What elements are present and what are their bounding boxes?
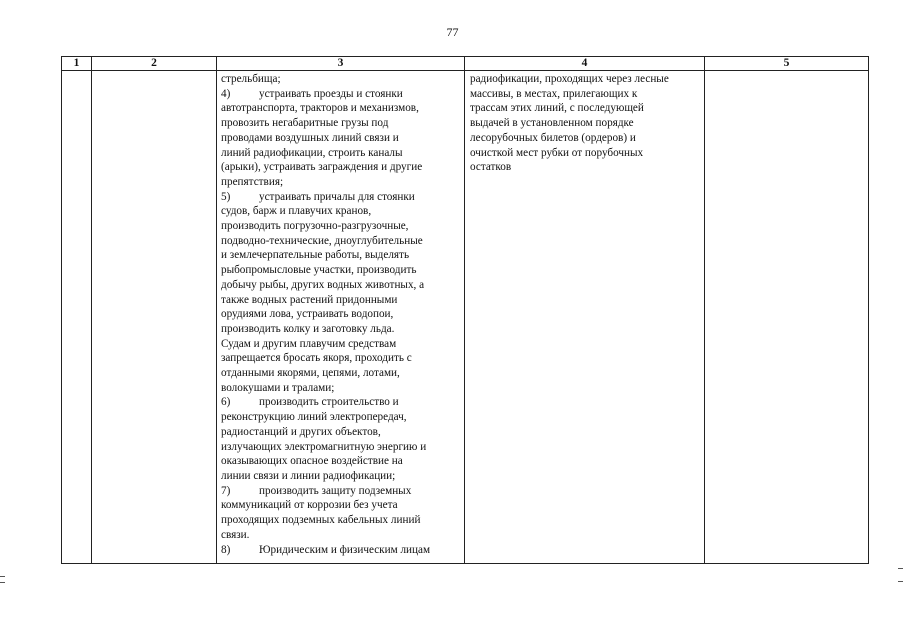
list-item-first-line <box>221 190 461 205</box>
cell-col-4 <box>465 71 705 564</box>
text-line: и землечерпательные работы, выделять <box>221 249 410 262</box>
text-line: трассам этих линий, с последующей <box>470 102 644 115</box>
table-header-row <box>62 57 869 71</box>
text-line: препятствия; <box>221 175 284 188</box>
text-line: радиостанций и других объектов, <box>221 425 381 438</box>
text-line: производить колку и заготовку льда. <box>221 322 395 335</box>
text-line: лесорубочных билетов (ордеров) и <box>470 131 636 144</box>
page-number: 77 <box>446 25 459 39</box>
text-line: излучающих электромагнитную энергию и <box>221 440 427 453</box>
text-line: связи. <box>221 528 250 541</box>
document-table <box>61 56 869 564</box>
left-edge-mark <box>0 582 5 583</box>
text-line: проходящих подземных кабельных линий <box>221 514 421 527</box>
cell-col-5 <box>705 71 869 564</box>
column-header-3: 3 <box>217 57 465 71</box>
col4-text <box>465 71 704 175</box>
table-row <box>62 71 869 564</box>
item-number: 7) <box>221 484 231 497</box>
item-number: 8) <box>221 543 231 556</box>
text-line: рыбопромысловые участки, производить <box>221 264 417 277</box>
item-text: производить строительство и <box>259 396 399 409</box>
text-line: провозить негабаритные грузы под <box>221 117 389 130</box>
item-text: производить защиту подземных <box>259 484 412 497</box>
text-line: волокушами и тралами; <box>221 381 335 394</box>
col3-text <box>217 71 464 557</box>
column-header-1: 1 <box>62 57 92 71</box>
cell-col-3 <box>217 71 465 564</box>
text-line: стрельбища; <box>221 73 281 85</box>
item-number: 5) <box>221 190 231 203</box>
text-line: очисткой мест рубки от порубочных <box>470 146 644 159</box>
text-line: производить погрузочно-разгрузочные, <box>221 220 409 233</box>
item-number: 4) <box>221 87 231 100</box>
text-line: проводами воздушных линий связи и <box>221 131 399 144</box>
right-edge-mark <box>898 568 903 569</box>
column-header-5: 5 <box>705 57 869 71</box>
text-line: линии связи и линии радиофикации; <box>221 469 396 482</box>
cell-col-2 <box>92 71 217 564</box>
text-line: орудиями лова, устраивать водопои, <box>221 308 394 321</box>
text-line: (арыки), устраивать заграждения и другие <box>221 161 423 174</box>
text-line: массивы, в местах, прилегающих к <box>470 87 638 100</box>
text-line: Судам и другим плавучим средствам <box>221 337 397 350</box>
column-header-4: 4 <box>465 57 705 71</box>
text-line: выдачей в установленном порядке <box>470 117 634 130</box>
list-item-first-line <box>221 395 461 410</box>
text-line: добычу рыбы, других водных животных, а <box>221 278 425 291</box>
text-line: линий радиофикации, строить каналы <box>221 146 403 159</box>
column-header-2: 2 <box>92 57 217 71</box>
text-line: оказывающих опасное воздействие на <box>221 455 403 468</box>
text-line: запрещается бросать якоря, проходить с <box>221 352 412 365</box>
list-item-first-line <box>221 484 461 499</box>
text-line: судов, барж и плавучих кранов, <box>221 205 372 218</box>
text-line: реконструкцию линий электропередач, <box>221 411 407 424</box>
text-line: отданными якорями, цепями, лотами, <box>221 367 400 380</box>
text-line: подводно-технические, дноуглубительные <box>221 234 423 247</box>
right-edge-mark <box>898 581 903 582</box>
item-text: Юридическим и физическим лицам <box>259 543 431 556</box>
text-line: также водных растений придонными <box>221 293 398 306</box>
list-item-first-line <box>221 543 461 558</box>
item-text: устраивать проезды и стоянки <box>259 87 403 100</box>
cell-col-1 <box>62 71 92 564</box>
list-item-first-line <box>221 87 461 102</box>
text-line: радиофикации, проходящих через лесные <box>470 73 669 85</box>
item-text: устраивать причалы для стоянки <box>259 190 415 203</box>
text-line: остатков <box>470 161 512 174</box>
left-edge-mark <box>0 576 5 577</box>
item-number: 6) <box>221 396 231 409</box>
text-line: коммуникаций от коррозии без учета <box>221 499 398 512</box>
text-line: автотранспорта, тракторов и механизмов, <box>221 102 419 115</box>
